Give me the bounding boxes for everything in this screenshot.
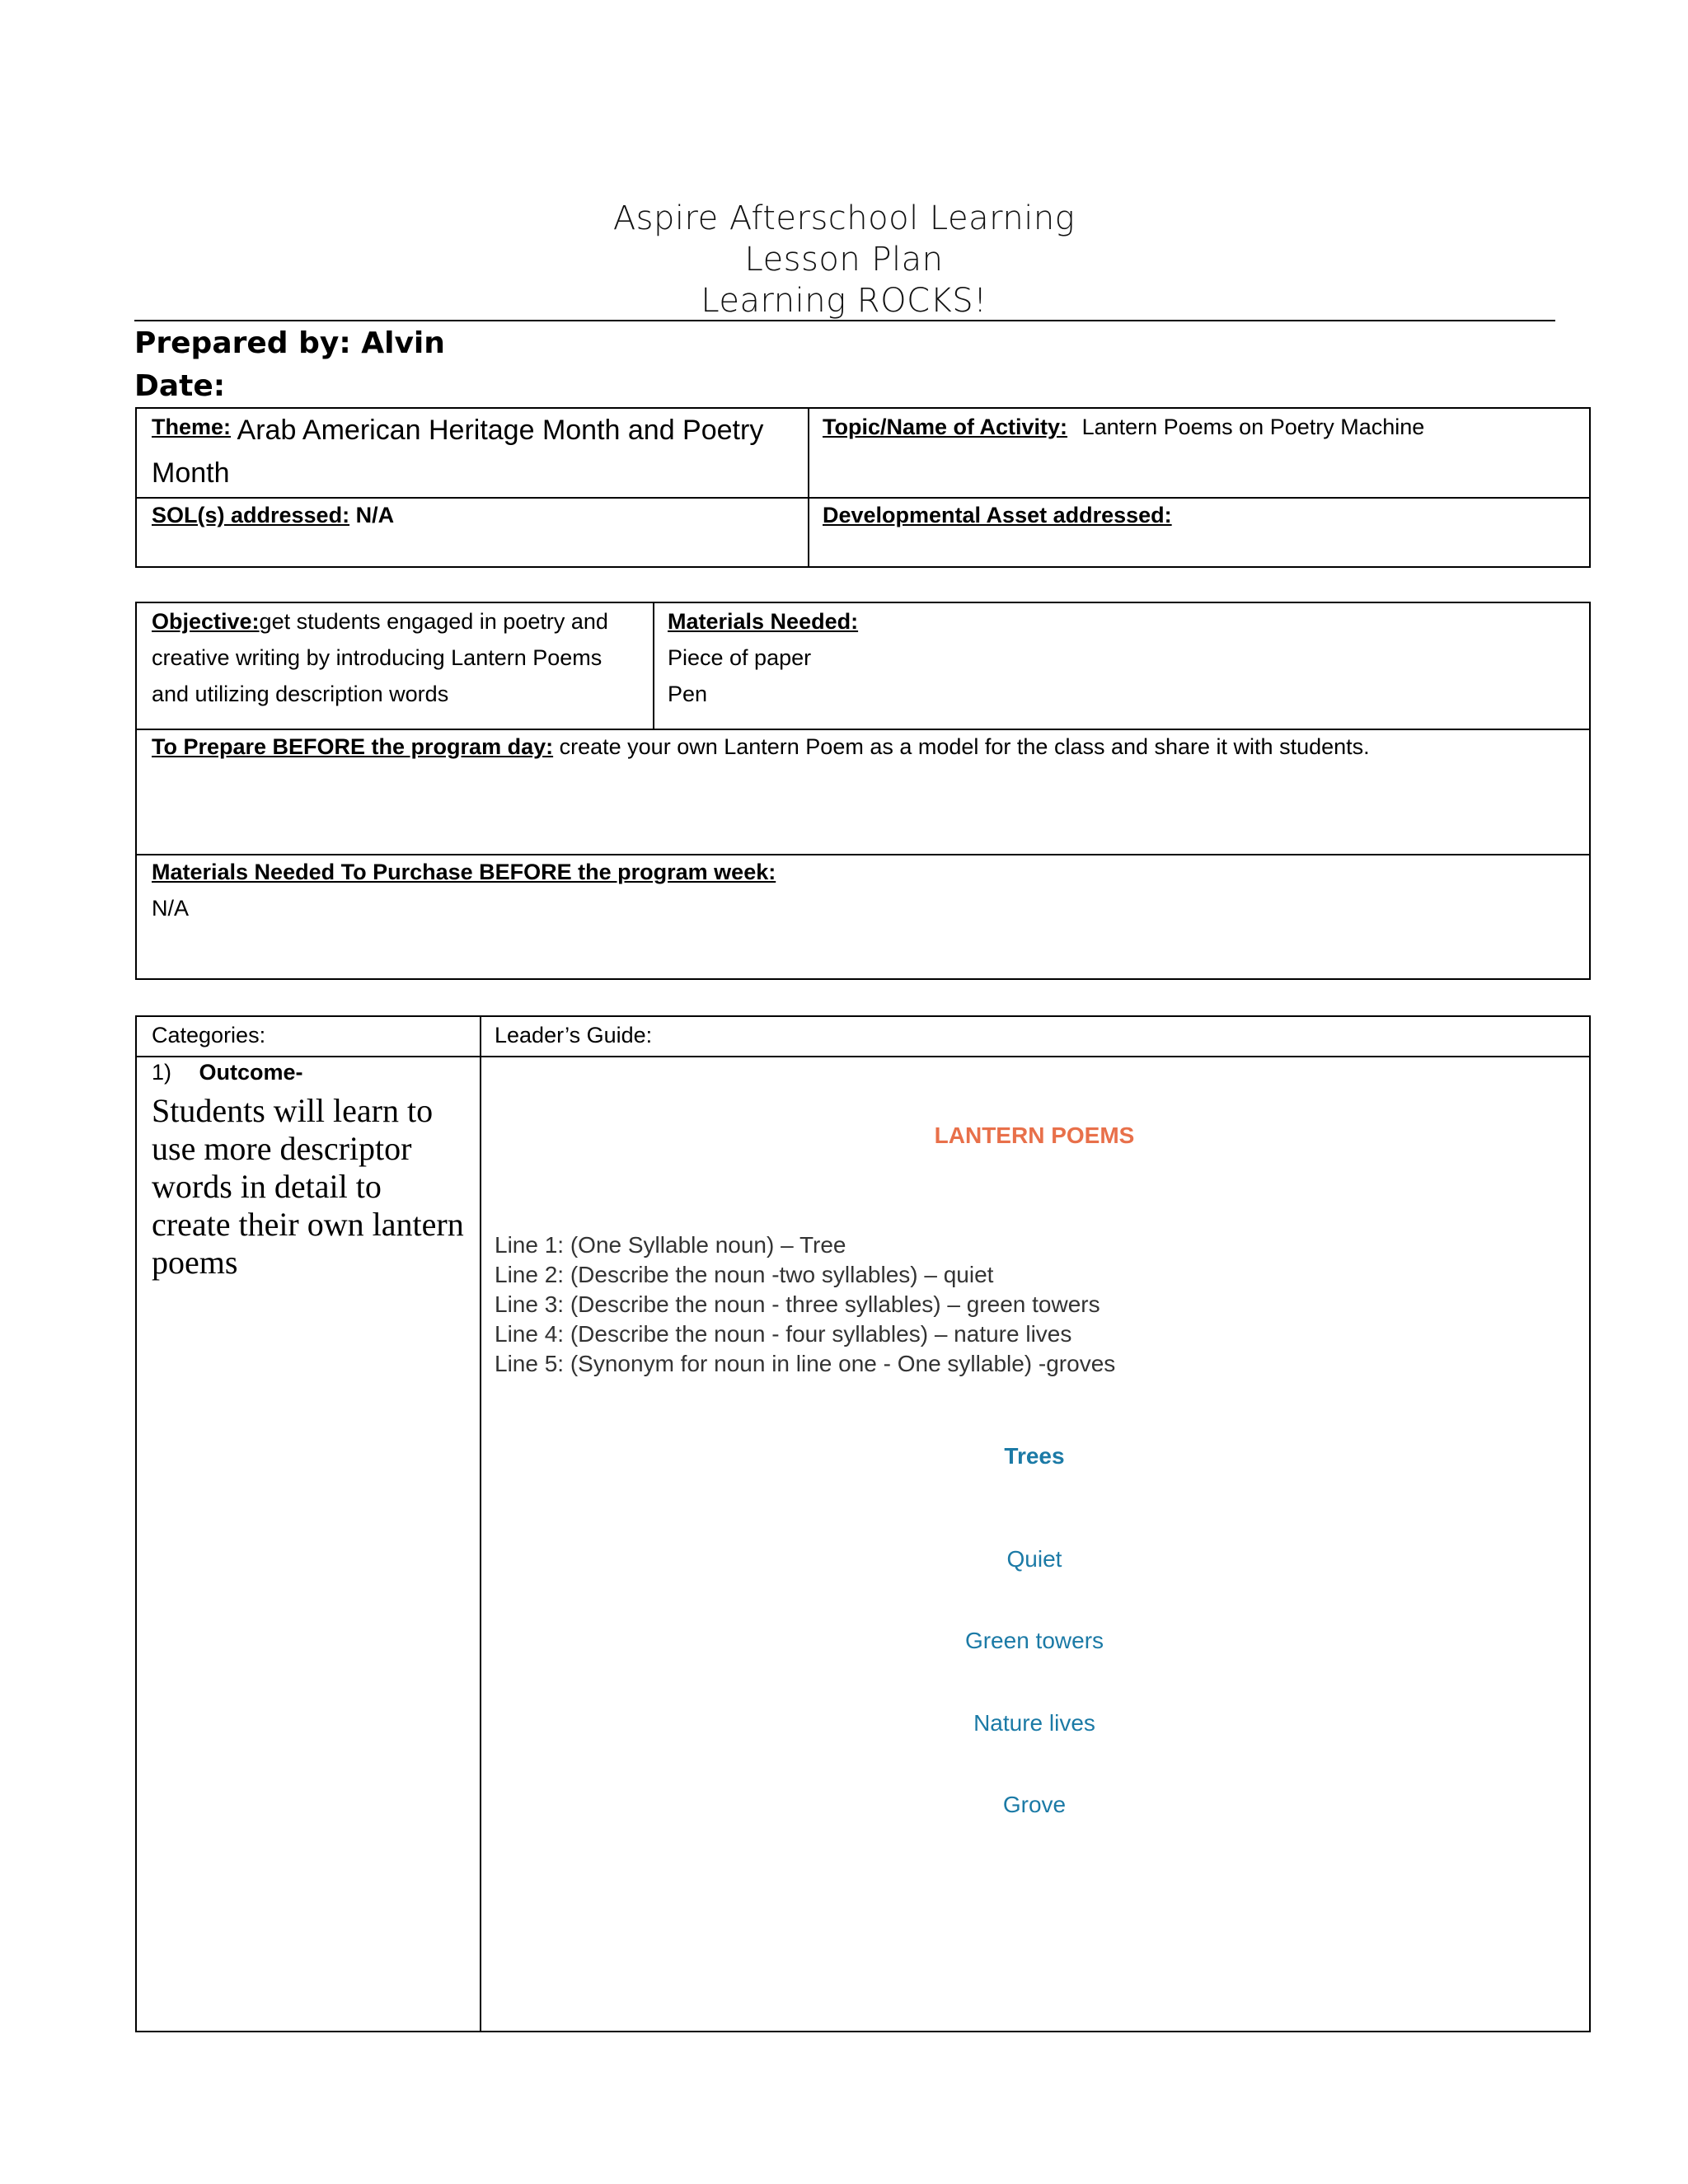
objective-label: Objective: — [152, 609, 260, 634]
guide-header: Leader’s Guide: — [495, 1023, 653, 1047]
theme-label: Theme: — [152, 415, 232, 439]
prepare-label: To Prepare BEFORE the program day: — [152, 734, 554, 759]
guide-instructions — [495, 1230, 1115, 1379]
guide-cell — [480, 1056, 1589, 2031]
sol-cell — [137, 497, 808, 566]
categories-header: Categories: — [152, 1023, 266, 1047]
planning-table — [135, 602, 1591, 980]
poem-line: Green towers — [964, 1628, 1104, 1653]
materials-cell — [653, 603, 1589, 729]
doc-title: Lesson Plan — [744, 241, 944, 279]
sol-label: SOL(s) addressed: — [152, 503, 350, 527]
sol-value: N/A — [355, 503, 395, 527]
prepare-value: create your own Lantern Poem as a model for the class and share it with students. — [559, 734, 1370, 759]
objective-cell — [137, 603, 653, 729]
poem-heading: Trees — [1004, 1443, 1065, 1469]
prepare-cell — [137, 729, 1589, 854]
purchase-cell — [137, 854, 1589, 978]
outcome-number: 1) — [152, 1060, 172, 1085]
purchase-value: N/A — [152, 896, 190, 921]
prepared-by: Prepared by: Alvin — [134, 326, 445, 360]
poem-line: Quiet — [1006, 1546, 1062, 1572]
guide-line: Line 4: (Describe the noun - four syllables) – nature lives — [495, 1321, 1072, 1347]
guide-line: Line 1: (One Syllable noun) – Tree — [495, 1232, 846, 1258]
outcome-label: Outcome- — [199, 1060, 303, 1085]
material-item: Pen — [668, 682, 708, 706]
topic-label: Topic/Name of Activity: — [823, 415, 1068, 439]
doc-subtitle: Learning ROCKS! — [701, 282, 987, 320]
poem-title: LANTERN POEMS — [934, 1122, 1135, 1148]
asset-cell — [808, 497, 1589, 566]
guide-line: Line 5: (Synonym for noun in line one - One syllable) -groves — [495, 1351, 1116, 1376]
org-title: Aspire Afterschool Learning — [612, 199, 1076, 237]
theme-cell — [137, 409, 808, 497]
outcome-cell — [137, 1056, 480, 2031]
outcome-text: Students will learn to use more descriptor words in detail to create their own lantern poems — [152, 1092, 464, 1281]
poem-line: Grove — [1002, 1792, 1067, 1817]
objective-value: get students engaged in poetry and creative writing by introducing Lantern Poems and utilizing description words — [152, 609, 608, 706]
header-divider — [134, 320, 1555, 321]
topic-value: Lantern Poems on Poetry Machine — [1081, 415, 1425, 439]
poem-line: Nature lives — [973, 1710, 1095, 1736]
guide-table — [135, 1015, 1591, 2032]
guide-line: Line 3: (Describe the noun - three syllables) – green towers — [495, 1291, 1100, 1317]
info-table — [135, 407, 1591, 568]
asset-label: Developmental Asset addressed: — [823, 503, 1172, 527]
purchase-label: Materials Needed To Purchase BEFORE the program week: — [152, 860, 776, 884]
date-label: Date: — [134, 369, 226, 403]
theme-value: Arab American Heritage Month and Poetry Month — [152, 415, 764, 489]
material-item: Piece of paper — [668, 645, 812, 670]
guide-line: Line 2: (Describe the noun -two syllables) – quiet — [495, 1262, 994, 1287]
materials-label: Materials Needed: — [668, 609, 859, 634]
topic-cell — [808, 409, 1589, 497]
